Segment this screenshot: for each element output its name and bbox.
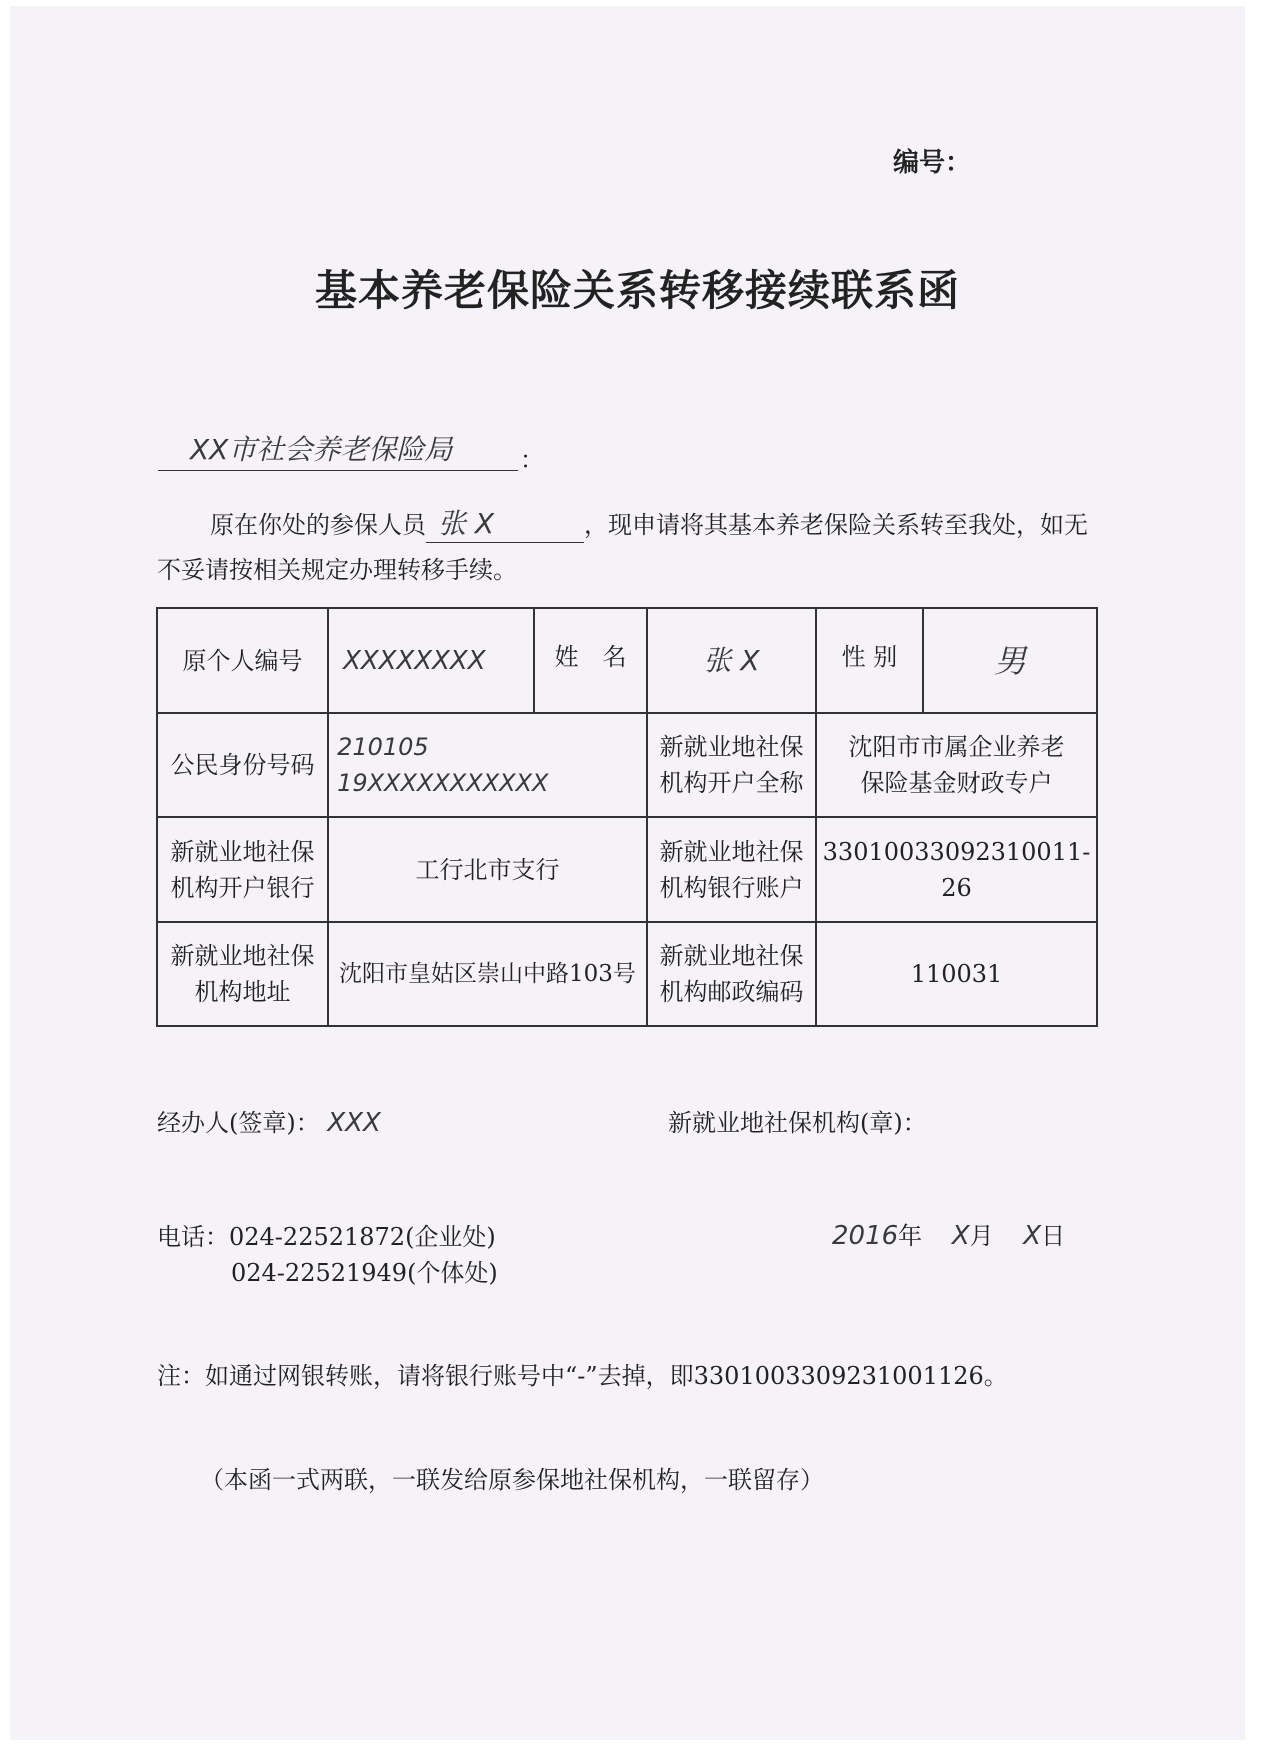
address-value: 沈阳市皇姑区崇山中路103号: [328, 922, 647, 1026]
date-day: X: [1023, 1221, 1042, 1251]
account-name-value: [816, 713, 1097, 817]
addressee-handwritten: XX市社会养老保险局: [190, 433, 453, 466]
intro-suffix: ，现申请将其基本养老保险关系转至我处，如无: [584, 511, 1088, 539]
handler-label: 经办人(签章)：: [157, 1109, 320, 1137]
institution-seal-label: 新就业地社保机构(章)：: [668, 1109, 927, 1137]
account-name-value-line2: 保险基金财政专户: [860, 769, 1053, 797]
account-name-label-line1: 新就业地社保: [659, 733, 804, 761]
bank-label-line2: 机构开户银行: [170, 873, 315, 902]
handler-signature: [157, 1103, 381, 1138]
note-text: 注：如通过网银转账，请将银行账号中“-”去掉，即3301003309231001126。: [157, 1362, 1008, 1390]
postcode-label-line2: 机构邮政编码: [659, 978, 804, 1006]
name-label: 姓 名: [534, 608, 647, 713]
phone-label: 电话：: [157, 1223, 229, 1251]
bank-value: 工行北市支行: [328, 817, 647, 922]
postcode-value: 110031: [816, 922, 1097, 1026]
bank-label: [157, 817, 328, 922]
addressee-colon: ：: [520, 446, 544, 474]
date-month: X: [951, 1221, 970, 1251]
gender-label: 性 别: [816, 608, 923, 713]
table-row: [157, 922, 1097, 1026]
footer-text: （本函一式两联，一联发给原参保地社保机构，一联留存）: [200, 1466, 824, 1494]
document-title: 基本养老保险关系转移接续联系函: [314, 266, 960, 315]
phone-number-2: 024-22521949(个体处): [231, 1259, 498, 1287]
date-year-unit: 年: [898, 1222, 923, 1250]
address-label-line1: 新就业地社保: [170, 942, 315, 970]
addressee-line: [158, 430, 518, 471]
personal-id-label: 原个人编号: [157, 608, 328, 713]
intro-paragraph-line2: 不妥请按相关规定办理转移手续。: [157, 556, 517, 584]
intro-paragraph-line1: [210, 502, 1088, 543]
date-year: 2016: [832, 1221, 899, 1251]
bank-account-label: [647, 817, 816, 922]
phone-line1: [157, 1217, 496, 1252]
name-value: 张 X: [647, 608, 816, 713]
date-line: [832, 1216, 1065, 1251]
document-number-label: 编号：: [893, 148, 972, 178]
postcode-label-line1: 新就业地社保: [659, 942, 804, 970]
table-row: [157, 713, 1097, 817]
date-month-unit: 月: [969, 1222, 994, 1250]
bank-label-line1: 新就业地社保: [170, 837, 315, 866]
postcode-label: [647, 922, 816, 1026]
address-label-line2: 机构地址: [194, 978, 291, 1006]
account-name-label-line2: 机构开户全称: [659, 769, 804, 797]
gender-value: 男: [923, 608, 1097, 713]
info-table: [156, 607, 1098, 1027]
bank-account-value: 33010033092310011-26: [816, 817, 1097, 922]
table-row: [157, 817, 1097, 922]
account-name-value-line1: 沈阳市市属企业养老: [848, 733, 1065, 761]
bank-account-label-line1: 新就业地社保: [659, 837, 804, 866]
table-row: [157, 608, 1097, 713]
intro-prefix: 原在你处的参保人员: [210, 511, 426, 539]
intro-person-handwritten: 张 X: [426, 502, 584, 543]
account-name-label: [647, 713, 816, 817]
citizen-id-value: 210105 19XXXXXXXXXXX: [328, 713, 647, 817]
date-day-unit: 日: [1041, 1222, 1066, 1250]
address-label: [157, 922, 328, 1026]
personal-id-value: XXXXXXXX: [328, 608, 534, 713]
handler-value: XXX: [327, 1108, 381, 1138]
phone-number-1: 024-22521872(企业处): [229, 1223, 496, 1251]
bank-account-label-line2: 机构银行账户: [659, 873, 804, 902]
citizen-id-label: 公民身份号码: [157, 713, 328, 817]
